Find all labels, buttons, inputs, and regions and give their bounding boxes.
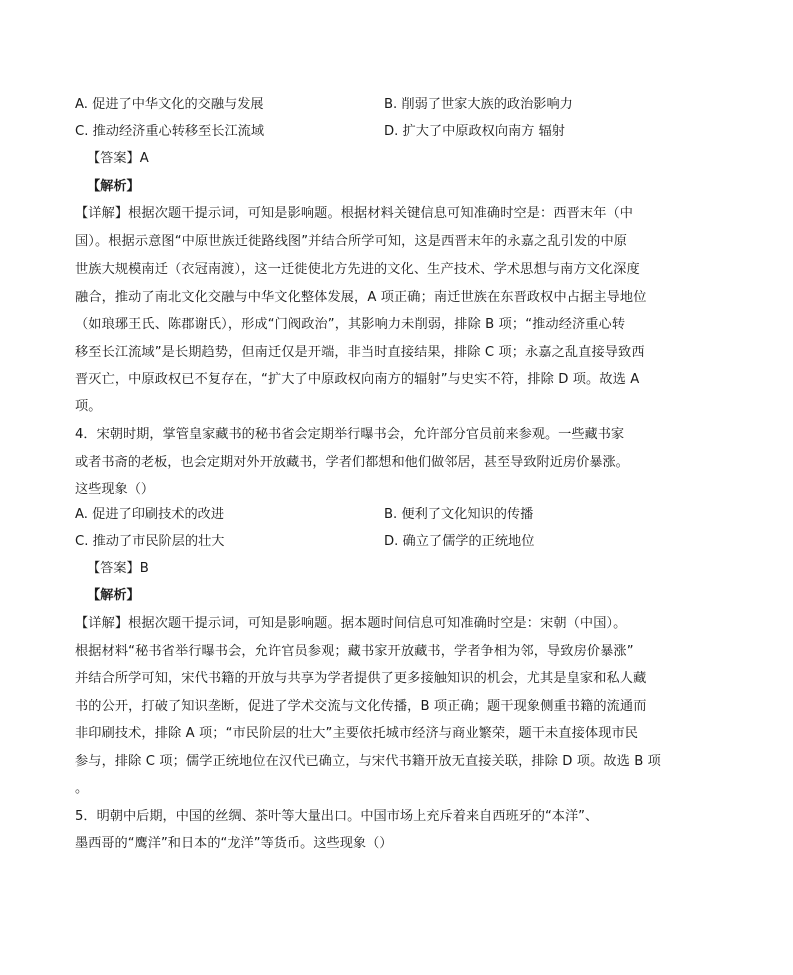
q4-detail-line: 非印刷技术，排除 A 项；“市民阶层的壮大”主要依托城市经济与商业繁荣，题干未直接体现市民 [75, 726, 639, 741]
q4-stem-line: 或者书斋的老板，也会定期对外开放藏书，学者们都想和他们做邻居，甚至导致附近房价暴涨。 [75, 455, 629, 470]
q3-analysis-tag: 【解析】 [87, 179, 140, 194]
q3-options-row-2 [75, 118, 695, 145]
q5-stem-line: 墨西哥的“鹰洋”和日本的“龙洋”等货币。这些现象（） [75, 836, 393, 851]
q3-detail-line: 国）。根据示意图“中原世族迁徙路线图”并结合所学可知，这是西晋末年的永嘉之乱引发的中原 [75, 234, 628, 249]
q3-option-a: A. 促进了中华文化的交融与发展 [75, 97, 264, 112]
q5-stem-line: 5．明朝中后期，中国的丝绸、茶叶等大量出口。中国市场上充斥着来自西班牙的“本洋”、 [75, 809, 599, 824]
q4-option-c: C. 推动了市民阶层的壮大 [75, 534, 225, 549]
q4-analysis-tag: 【解析】 [87, 588, 140, 603]
q3-detail-line: 融合，推动了南北文化交融与中华文化整体发展，A 项正确；南迁世族在东晋政权中占据主导地位 [75, 290, 647, 305]
q3-option-c: C. 推动经济重心转移至长江流域 [75, 124, 265, 139]
q3-option-d: D. 扩大了中原政权向南方 辐射 [384, 124, 565, 139]
q3-detail-line: 移至长江流域”是长期趋势，但南迁仅是开端，非当时直接结果，排除 C 项；永嘉之乱直接导致西 [75, 345, 645, 360]
q4-detail-line: 。 [75, 781, 89, 796]
q3-detail-line: 晋灭亡，中原政权已不复存在，“扩大了中原政权向南方的辐射”与史实不符，排除 D 项。故选 A [75, 372, 640, 387]
q4-stem-line: 这些现象（） [75, 482, 155, 497]
q4-detail-line: 参与，排除 C 项；儒学正统地位在汉代已确立，与宋代书籍开放无直接关联，排除 D 项。故选 B 项 [75, 754, 661, 769]
q4-detail-line: 并结合所学可知，宋代书籍的开放与共享为学者提供了更多接触知识的机会，尤其是皇家和私人藏 [75, 671, 647, 686]
q3-detail-line: 世族大规模南迁（衣冠南渡），这一迁徙使北方先进的文化、生产技术、学术思想与南方文化深度 [75, 262, 640, 277]
q3-option-b: B. 削弱了世家大族的政治影响力 [384, 97, 573, 112]
q3-options-row-1 [75, 91, 695, 118]
q4-stem-line: 4．宋朝时期，掌管皇家藏书的秘书省会定期举行曝书会，允许部分官员前来参观。一些藏书家 [75, 427, 625, 442]
q4-detail-line: 根据材料“秘书省举行曝书会，允许官员参观；藏书家开放藏书，学者争相为邻，导致房价暴涨” [75, 644, 634, 659]
q4-detail-line: 【详解】根据次题干提示词，可知是影响题。据本题时间信息可知准确时空是：宋朝（中国）。 [75, 616, 627, 631]
q4-answer: 【答案】B [87, 561, 149, 576]
q3-detail-line: （如琅琊王氏、陈郡谢氏），形成“门阀政治”，其影响力未削弱，排除 B 项；“推动经济重心转 [75, 317, 626, 332]
q3-detail-line: 【详解】根据次题干提示词，可知是影响题。根据材料关键信息可知准确时空是：西晋末年（中 [75, 206, 634, 221]
q4-detail-line: 书的公开，打破了知识垄断，促进了学术交流与文化传播，B 项正确；题干现象侧重书籍的流通而 [75, 699, 647, 714]
q3-detail-line: 项。 [75, 399, 102, 414]
q4-option-d: D. 确立了儒学的正统地位 [384, 534, 535, 549]
q3-answer: 【答案】A [87, 151, 149, 166]
q4-options-row-2 [75, 528, 695, 555]
q4-option-b: B. 便利了文化知识的传播 [384, 507, 534, 522]
q4-option-a: A. 促进了印刷技术的改进 [75, 507, 225, 522]
q4-options-row-1 [75, 501, 695, 528]
